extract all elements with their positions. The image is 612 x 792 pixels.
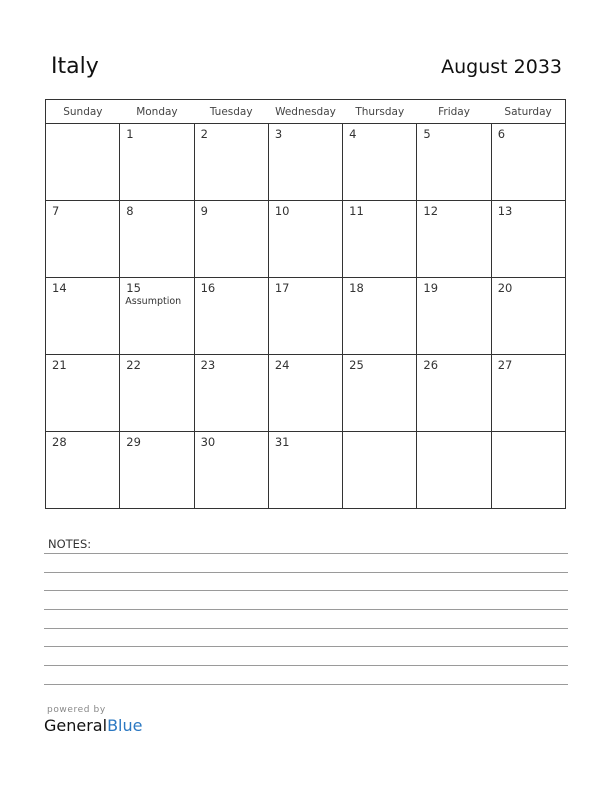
empty-day-cell — [46, 124, 120, 201]
day-number: 20 — [497, 281, 513, 295]
day-cell — [46, 432, 120, 509]
notes-line — [44, 646, 568, 647]
day-cell — [46, 355, 120, 432]
weekday-saturday: Saturday — [491, 100, 565, 124]
day-number: 8 — [126, 204, 134, 218]
day-cell — [120, 124, 194, 201]
weekday-tuesday: Tuesday — [194, 100, 268, 124]
day-cell — [46, 201, 120, 278]
day-number: 9 — [200, 204, 208, 218]
day-cell — [46, 278, 120, 355]
day-number: 2 — [200, 127, 208, 141]
weekday-monday: Monday — [120, 100, 194, 124]
day-cell — [120, 432, 194, 509]
month-year-title: August 2033 — [441, 56, 562, 78]
notes-line — [44, 609, 568, 610]
week-row — [46, 355, 566, 432]
day-cell — [491, 201, 565, 278]
notes-line — [44, 553, 568, 554]
day-cell — [120, 355, 194, 432]
day-cell — [268, 432, 342, 509]
weekday-thursday: Thursday — [343, 100, 417, 124]
empty-day-cell — [417, 432, 491, 509]
day-cell — [417, 355, 491, 432]
notes-line — [44, 684, 568, 685]
week-row — [46, 201, 566, 278]
day-number: 29 — [126, 435, 141, 449]
day-number: 15 — [126, 281, 141, 295]
day-number: 30 — [200, 435, 216, 449]
day-cell — [194, 355, 268, 432]
notes-line — [44, 590, 568, 591]
day-number: 19 — [423, 281, 439, 295]
day-number: 22 — [126, 358, 141, 372]
generalblue-logo — [44, 716, 142, 735]
notes-line — [44, 572, 568, 573]
week-row — [46, 278, 566, 355]
logo-blue-text: Blue — [107, 716, 143, 735]
day-number: 31 — [274, 435, 290, 449]
day-cell — [194, 124, 268, 201]
day-cell — [343, 201, 417, 278]
day-number: 27 — [497, 358, 513, 372]
holiday-label: Assumption — [125, 296, 182, 307]
day-number: 4 — [349, 127, 357, 141]
weekday-sunday: Sunday — [46, 100, 120, 124]
country-title: Italy — [51, 54, 99, 79]
day-cell — [491, 124, 565, 201]
day-cell — [417, 124, 491, 201]
day-cell — [120, 278, 194, 355]
day-number: 21 — [52, 358, 67, 372]
day-number: 10 — [274, 204, 290, 218]
day-cell — [417, 278, 491, 355]
day-number: 11 — [349, 204, 364, 218]
day-cell — [268, 201, 342, 278]
day-number: 7 — [52, 204, 60, 218]
notes-label: NOTES: — [48, 537, 92, 551]
calendar-body — [46, 124, 566, 509]
day-cell — [491, 355, 565, 432]
day-number: 26 — [423, 358, 439, 372]
weekday-header-row — [46, 100, 566, 124]
day-number: 14 — [52, 281, 67, 295]
day-cell — [491, 278, 565, 355]
day-number: 17 — [274, 281, 290, 295]
day-cell — [120, 201, 194, 278]
day-cell — [194, 201, 268, 278]
day-cell — [417, 201, 491, 278]
day-number: 3 — [274, 127, 283, 141]
day-number: 24 — [274, 358, 290, 372]
notes-line — [44, 628, 568, 629]
empty-day-cell — [343, 432, 417, 509]
day-number: 16 — [200, 281, 216, 295]
weekday-friday: Friday — [417, 100, 491, 124]
day-cell — [343, 124, 417, 201]
weekday-wednesday: Wednesday — [268, 100, 342, 124]
day-number: 1 — [126, 127, 134, 141]
day-cell — [268, 355, 342, 432]
day-number: 28 — [52, 435, 67, 449]
calendar-grid — [45, 99, 566, 509]
day-cell — [268, 124, 342, 201]
day-cell — [194, 432, 268, 509]
day-cell — [268, 278, 342, 355]
powered-by-text: powered by — [47, 705, 106, 715]
day-number: 13 — [497, 204, 513, 218]
day-number: 12 — [423, 204, 439, 218]
logo-general-text: General — [44, 716, 108, 735]
day-number: 5 — [423, 127, 431, 141]
week-row — [46, 124, 566, 201]
day-number: 23 — [200, 358, 216, 372]
day-number: 18 — [349, 281, 364, 295]
day-cell — [194, 278, 268, 355]
empty-day-cell — [491, 432, 565, 509]
week-row — [46, 432, 566, 509]
day-cell — [343, 355, 417, 432]
day-cell — [343, 278, 417, 355]
notes-line — [44, 665, 568, 666]
day-number: 25 — [349, 358, 364, 372]
day-number: 6 — [497, 127, 506, 141]
